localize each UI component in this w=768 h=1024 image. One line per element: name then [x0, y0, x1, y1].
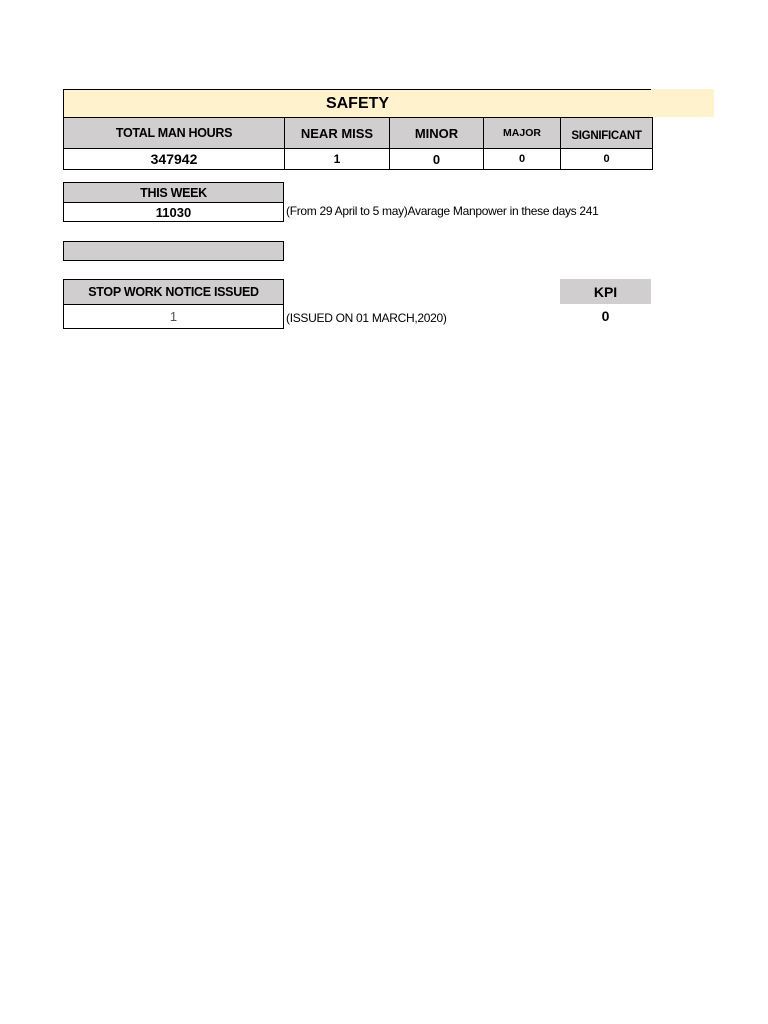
- header-total-man-hours: TOTAL MAN HOURS: [64, 118, 285, 149]
- value-major: 0: [484, 149, 561, 170]
- kpi-label: KPI: [560, 279, 651, 304]
- value-significant: 0: [561, 149, 653, 170]
- header-significant: SIGNIFICANT: [561, 118, 653, 149]
- safety-stats-table: [63, 117, 653, 170]
- value-minor: 0: [390, 149, 484, 170]
- stop-work-label: STOP WORK NOTICE ISSUED: [63, 279, 284, 305]
- stats-header-row: [64, 118, 653, 149]
- header-minor: MINOR: [390, 118, 484, 149]
- empty-grey-cell: [63, 241, 284, 261]
- stats-value-row: [64, 149, 653, 170]
- stop-work-value: 1: [63, 304, 284, 329]
- value-near-miss: 1: [285, 149, 390, 170]
- safety-title: SAFETY: [63, 89, 651, 118]
- this-week-label: THIS WEEK: [63, 182, 284, 203]
- header-major: MAJOR: [484, 118, 561, 149]
- header-near-miss: NEAR MISS: [285, 118, 390, 149]
- kpi-value: 0: [601, 308, 610, 324]
- value-total-man-hours: 347942: [64, 149, 285, 170]
- stop-work-note: (ISSUED ON 01 MARCH,2020): [286, 311, 447, 325]
- title-band-extension: [650, 89, 714, 117]
- this-week-value: 11030: [63, 202, 284, 222]
- this-week-note: (From 29 April to 5 may)Avarage Manpower in these days 241: [286, 204, 599, 218]
